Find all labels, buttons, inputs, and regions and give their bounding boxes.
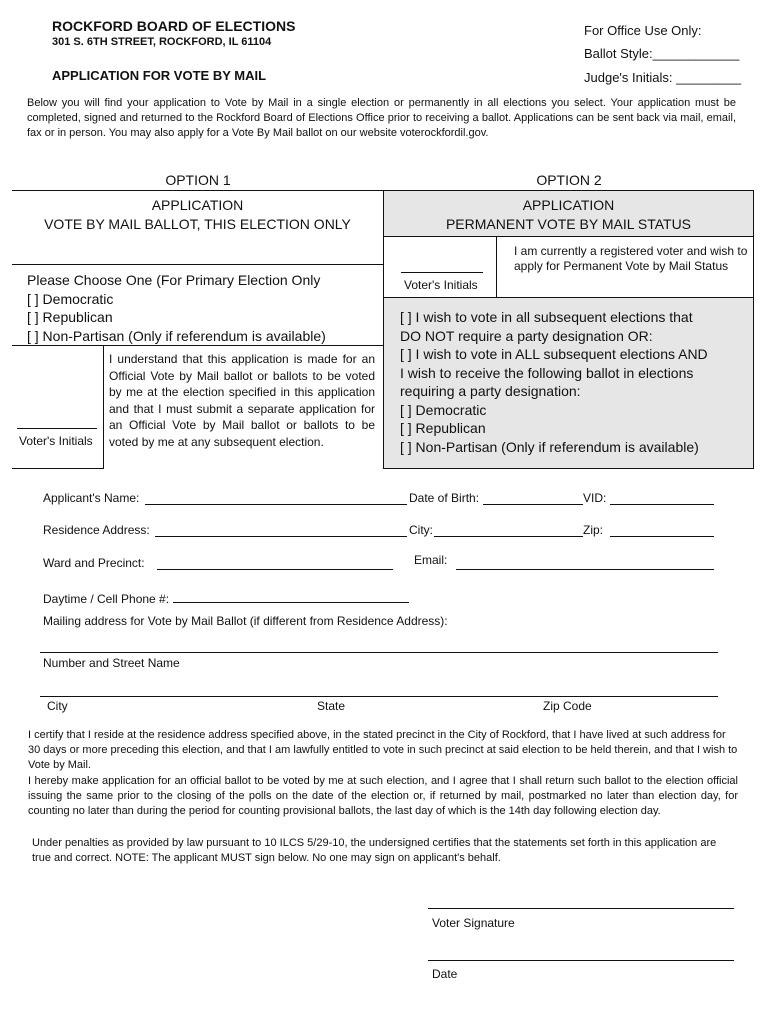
state-label: State [317,699,346,713]
box-right-border [753,190,754,468]
option2-choice-democratic[interactable]: [ ] Democratic [400,401,487,418]
org-name: ROCKFORD BOARD OF ELECTIONS [52,18,296,34]
option2-heading-line1: APPLICATION [522,197,615,213]
email-label: Email: [414,553,448,567]
option2-choice-nonpartisan[interactable]: [ ] Non-Partisan (Only if referendum is available) [400,438,699,455]
voter-signature-field[interactable] [428,908,734,909]
option2-heading-bottom-line [383,236,754,237]
box-bottom-border [383,468,754,469]
applicant-name-field[interactable] [145,504,407,505]
email-field[interactable] [456,569,714,570]
option2-initials-label: Voter's Initials [404,278,478,292]
voter-signature-label: Voter Signature [432,916,515,930]
org-address: 301 S. 6TH STREET, ROCKFORD, IL 61104 [52,36,272,48]
option1-initials-bottom-line [12,468,104,469]
option1-choice-democratic[interactable]: [ ] Democratic [27,290,114,307]
option1-understand-top-line [12,345,383,346]
option2-choices-block [400,308,708,456]
option1-choice-nonpartisan[interactable]: [ ] Non-Partisan (Only if referendum is available) [27,327,326,344]
option2-choice-no-party[interactable]: [ ] I wish to vote in all subsequent elections that [400,309,693,325]
option1-initials-field[interactable] [17,428,97,429]
dob-label: Date of Birth: [409,491,480,505]
residence-field[interactable] [155,536,407,537]
intro-paragraph: Below you will find your application to Vote by Mail in a single election or permanently in all elections you select. Your application must be completed, signed and returned to the Rockford Board of Elections Office prior to receiving a ballot. Applications can be sent back via mail, email, fax or in person. You may also apply for a Vote By Mail ballot on our website voterockfordil.gov. [27,97,736,139]
option1-initials-label: Voter's Initials [19,434,93,448]
city-field[interactable] [434,536,583,537]
ward-field[interactable] [157,569,393,570]
option1-heading [12,196,383,233]
option1-choice-republican[interactable]: [ ] Republican [27,309,113,325]
option2-choice-no-party-cont: DO NOT require a party designation OR: [400,327,653,344]
option2-heading [384,196,753,233]
zip-field[interactable] [610,536,714,537]
option1-heading-line2: VOTE BY MAIL BALLOT, THIS ELECTION ONLY [44,215,351,232]
option2-heading-line2: PERMANENT VOTE BY MAIL STATUS [445,215,692,232]
date-label: Date [432,967,458,981]
ballot-style-field[interactable]: Ballot Style:____________ [584,46,740,61]
city-label: City: [409,523,433,537]
option2-initials-field[interactable] [401,272,483,273]
certify-paragraph-1: I certify that I reside at the residence address specified above, in the stated precinct in the City of Rockford, that I have lived at such address for 30 days or more preceding this election, and that I am lawfully entitled to vote in such precinct at said election to be held therein, and that I wish to Vote by Mail. [28,729,738,771]
date-field[interactable] [428,960,734,961]
vid-label: VID: [583,491,607,505]
option2-choice-republican[interactable]: [ ] Republican [400,420,486,436]
option2-choice-all-elections-cont: I wish to receive the following ballot in elections [400,364,694,381]
vid-field[interactable] [610,504,714,505]
option2-choice-all-elections[interactable]: [ ] I wish to vote in ALL subsequent elections AND [400,346,708,362]
form-title: APPLICATION FOR VOTE BY MAIL [52,68,267,83]
dob-field[interactable] [483,504,583,505]
judges-initials-field[interactable]: Judge's Initials: _________ [584,70,742,85]
option1-label: OPTION 1 [165,172,231,188]
certify-paragraph-3: Under penalties as provided by law pursuant to 10 ILCS 5/29-10, the undersigned certifies that the statements set forth in this application are true and correct. NOTE: The applicant MUST sign below. No one may sign on applicant's behalf. [32,837,717,864]
certify-paragraph-2: I hereby make application for an official ballot to be voted by me at such election, and I agree that I shall return such ballot to the election official issuing the same prior to the closing of the polls on the date of the election or, if returned by mail, postmarked no later than election day, for counting no later than during the period for counting provisional ballots, the last day of which is the 14th day following election day. [28,775,738,817]
option2-initials-divider [496,236,497,298]
mailing-label: Mailing address for Vote by Mail Ballot (if different from Residence Address): [43,614,448,628]
ward-label: Ward and Precinct: [43,556,145,570]
city2-label: City [47,699,68,713]
option1-choose-top-line [12,264,383,265]
applicant-name-label: Applicant's Name: [43,491,140,505]
number-street-label: Number and Street Name [43,656,180,670]
option2-registered-text: I am currently a registered voter and wish to apply for Permanent Vote by Mail Status [514,244,748,273]
mailing-city-field[interactable] [40,696,718,697]
zip-label: Zip: [583,523,604,537]
option1-choose-block [27,271,326,345]
option1-understand-text: I understand that this application is made for an Official Vote by Mail ballot or ballots to be voted by me at the election specified in this application and that I must submit a separate application for an Official Vote by Mail ballot or ballots to be voted by me at any subsequent election. [109,352,375,449]
office-use-title: For Office Use Only: [584,23,702,38]
option1-heading-line1: APPLICATION [151,197,244,213]
zip-code-label: Zip Code [543,699,592,713]
option1-choose-text: Please Choose One (For Primary Election Only [27,272,321,288]
option2-choice-designation: requiring a party designation: [400,383,581,399]
phone-field[interactable] [173,602,409,603]
mailing-street-field[interactable] [40,652,718,653]
option2-label: OPTION 2 [536,172,602,188]
phone-label: Daytime / Cell Phone #: [43,592,170,606]
option2-choices-top-line [383,297,754,298]
option1-initials-divider [103,345,104,468]
residence-label: Residence Address: [43,523,150,537]
